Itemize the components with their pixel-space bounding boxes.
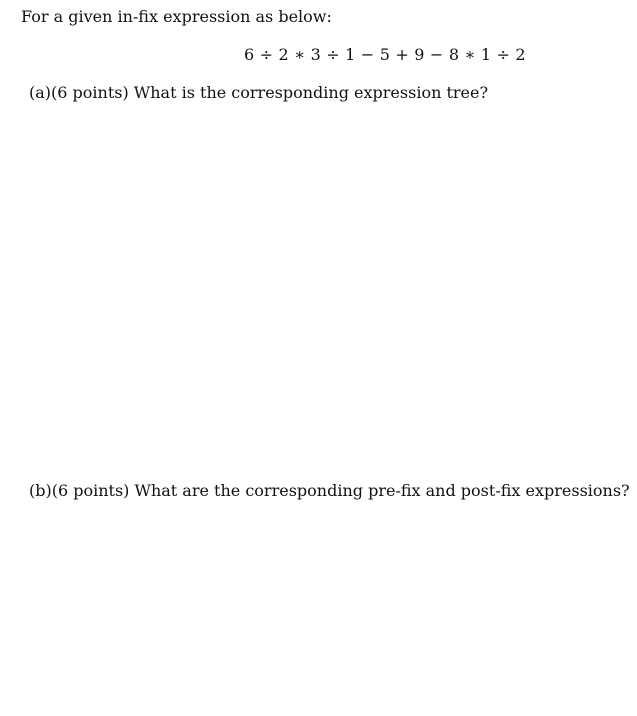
intro-text: For a given in-fix expression as below: (21, 7, 332, 26)
question-b: (b)(6 points) What are the corresponding pre-fix and post-fix expressions? (29, 481, 630, 500)
question-a: (a)(6 points) What is the corresponding expression tree? (29, 83, 489, 102)
infix-expression: 6 ÷ 2 ∗ 3 ÷ 1 − 5 + 9 − 8 ∗ 1 ÷ 2 (244, 45, 526, 64)
